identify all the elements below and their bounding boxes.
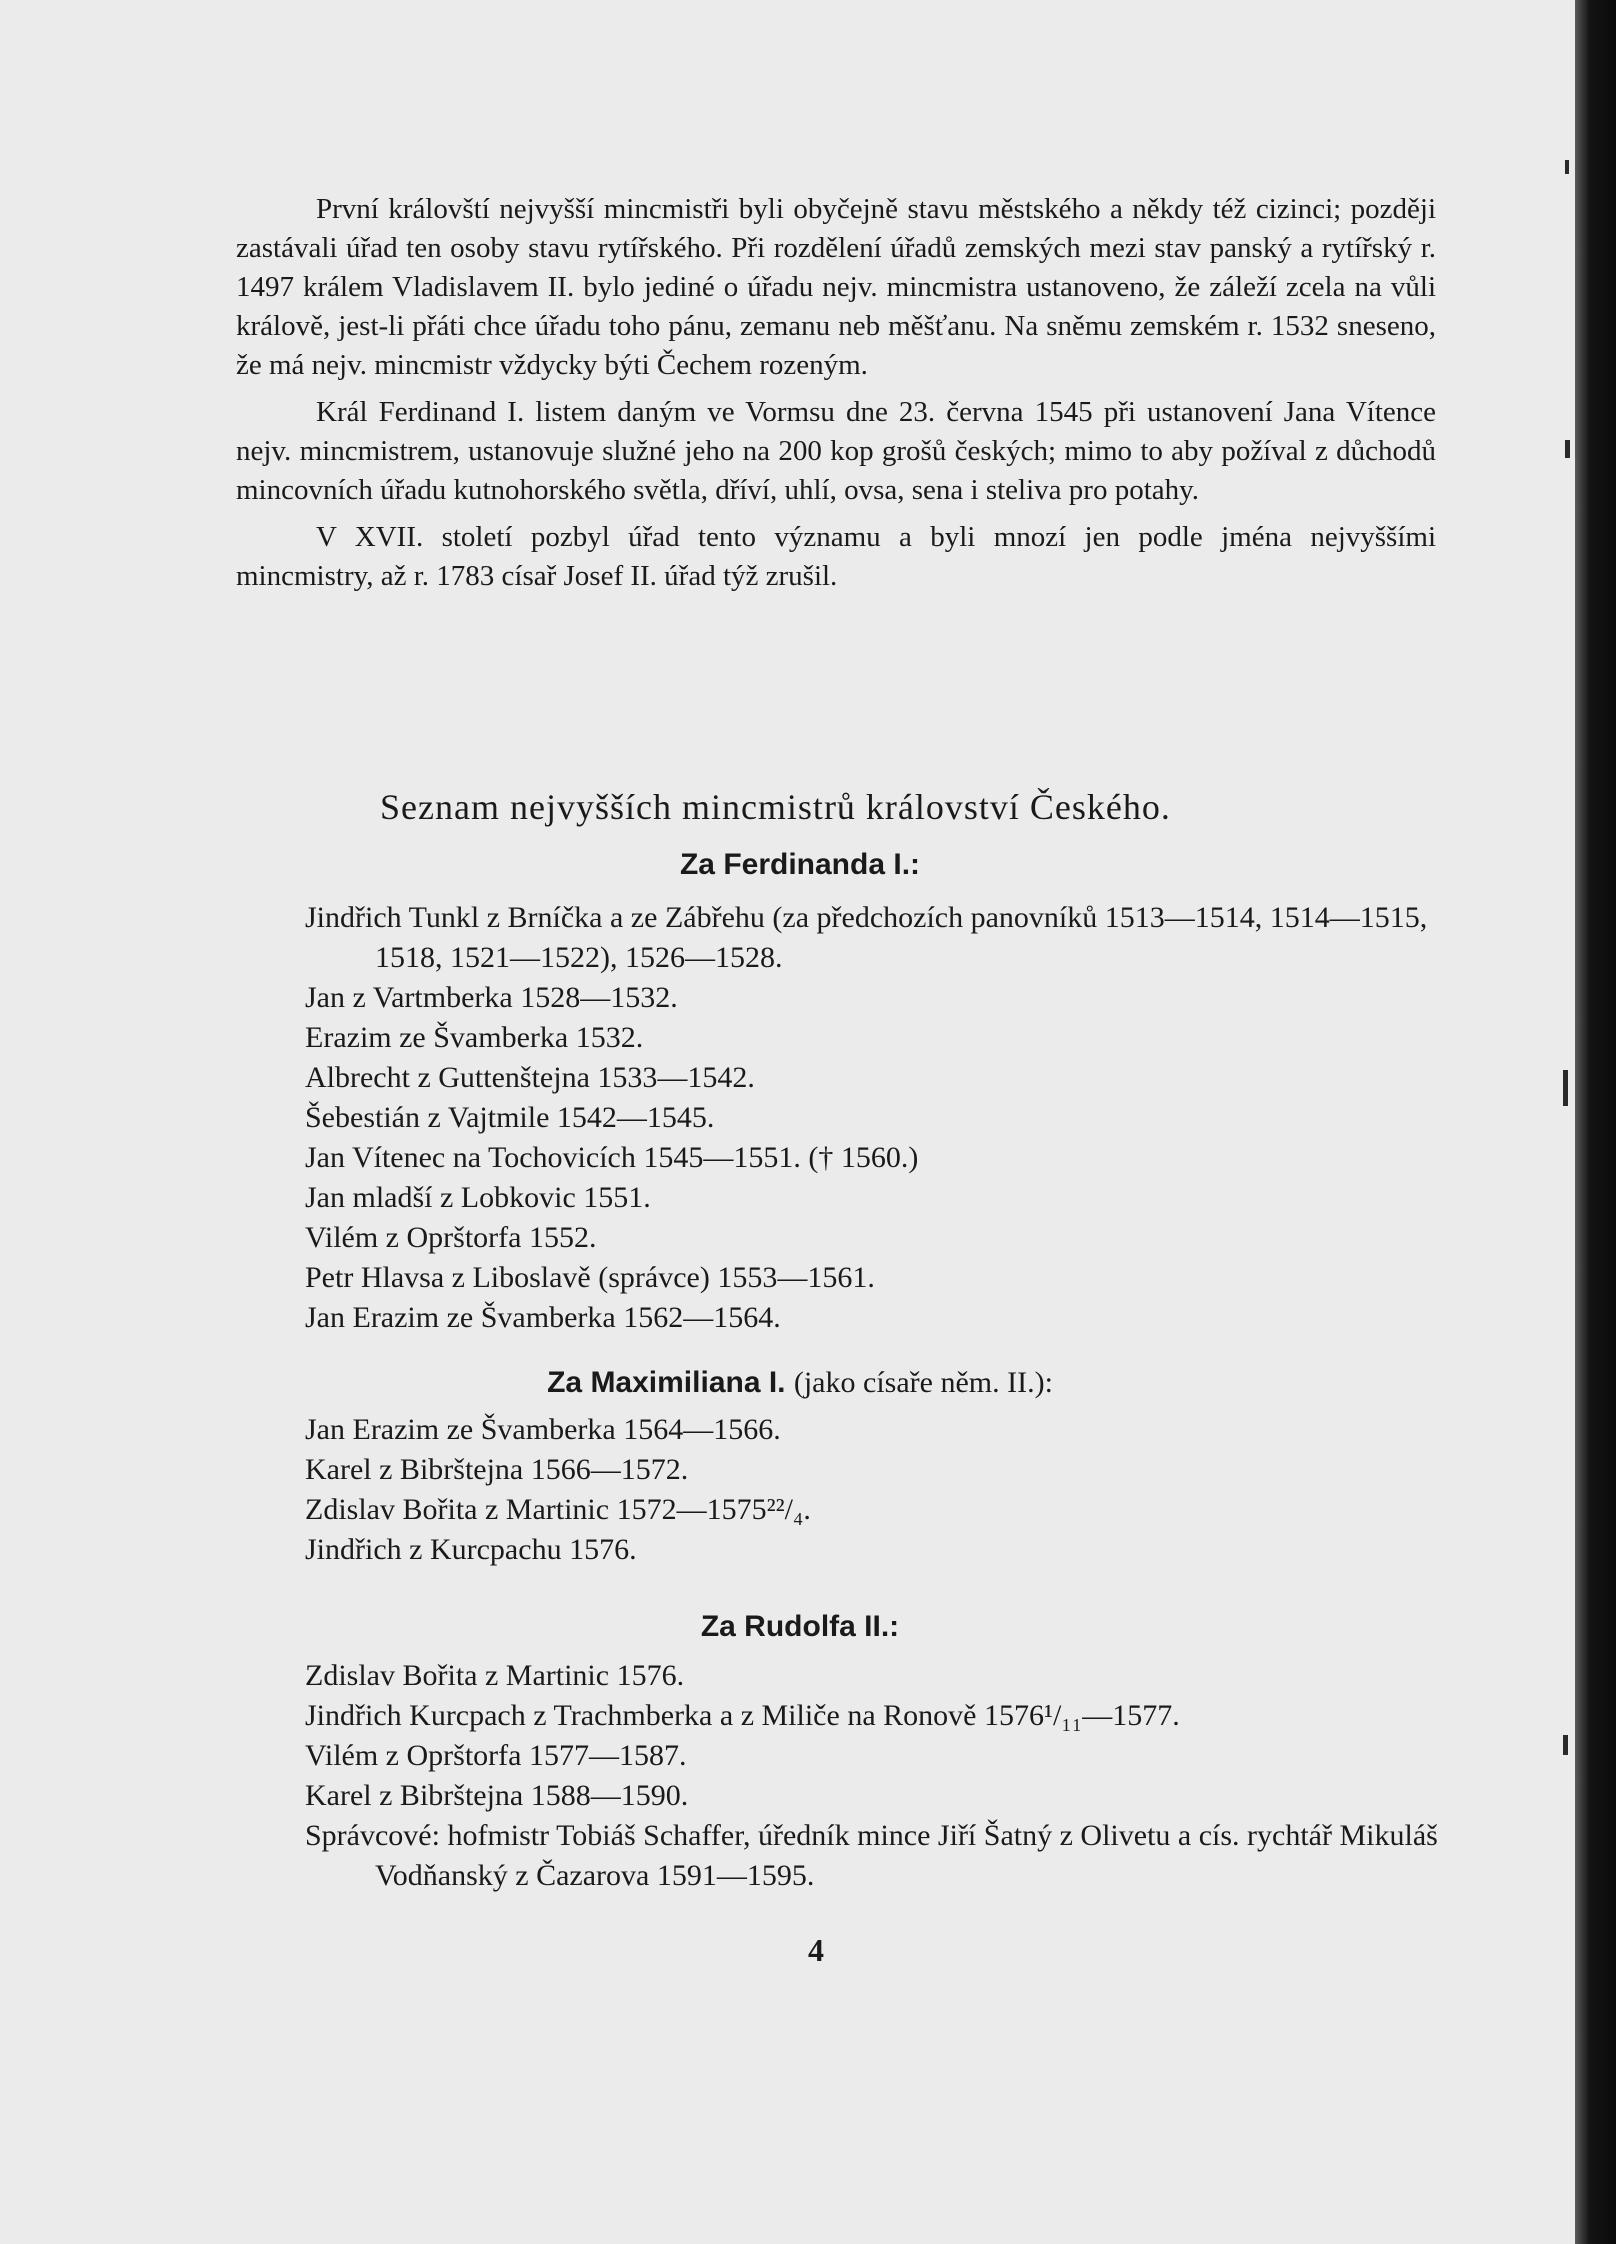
intro-paragraph-2: Král Ferdinand I. listem daným ve Vormsu dne 23. června 1545 při ustanovení Jana Vítence nejv. mincmistrem, ustanovuje služné jeho na 200 kop grošů českých; mimo to aby požíval z důchodů mincovních úřadu kutnohorského světla, dříví, uhlí, ovsa, sena i steliva pro potahy. — [236, 396, 1436, 506]
intro-text — [236, 190, 1436, 596]
list-item: Šebestián z Vajtmile 1542—1545. — [305, 1101, 715, 1134]
list-item: Jan Vítenec na Tochovicích 1545—1551. († 1560.) — [305, 1141, 919, 1174]
section-list-rudolf — [305, 1656, 1445, 1896]
scan-speck — [1565, 440, 1570, 458]
list-item: Petr Hlavsa z Liboslavě (správce) 1553—1561. — [305, 1261, 875, 1294]
intro-paragraph-1: První královští nejvyšší mincmistři byli obyčejně stavu městského a někdy též cizinci; později zastávali úřad ten osoby stavu rytířského. Při rozdělení úřadů zemských mezi stav panský a rytířský r. 1497 králem Vladislavem II. bylo jediné o úřadu nejv. mincmistra ustanoveno, že záleží zcela na vůli králově, jest-li přáti chce úřadu toho pánu, zemanu neb měšťanu. Na sněmu zemském r. 1532 sneseno, že má nejv. mincmistr vždycky býti Čechem rozeným. — [236, 193, 1436, 381]
section-heading-ferdinand: Za Ferdinanda I.: — [679, 848, 921, 881]
list-item: Erazim ze Švamberka 1532. — [305, 1021, 644, 1054]
list-item: Karel z Bibrštejna 1588—1590. — [305, 1779, 689, 1812]
section-list-ferdinand — [305, 898, 1445, 1338]
list-item: Jan z Vartmberka 1528—1532. — [305, 981, 678, 1014]
list-title: Seznam nejvyšších mincmistrů království Českého. — [380, 787, 1171, 827]
section-heading-note: (jako císaře něm. II.): — [793, 1366, 1053, 1399]
section-list-maximilian — [305, 1410, 1445, 1570]
intro-paragraph-3: V XVII. století pozbyl úřad tento významu a byli mnozí jen podle jména nejvyššími mincmistry, až r. 1783 císař Josef II. úřad týž zrušil. — [236, 521, 1436, 592]
list-item: Vilém z Oprštorfa 1577—1587. — [305, 1739, 687, 1772]
list-item: Karel z Bibrštejna 1566—1572. — [305, 1453, 689, 1486]
page-edge-shadow — [1575, 0, 1616, 2244]
section-heading-maximilian: Za Maximiliana I. (jako císaře něm. II.): — [547, 1366, 1053, 1399]
list-item: Správcové: hofmistr Tobiáš Schaffer, úředník mince Jiří Šatný z Olivetu a cís. rychtář Mikuláš Vodňanský z Čazarova 1591—1595. — [305, 1819, 1438, 1892]
list-item: Zdislav Bořita z Martinic 1572—1575²²/₄. — [305, 1493, 811, 1526]
scan-speck — [1565, 160, 1569, 174]
list-item: Jan mladší z Lobkovic 1551. — [305, 1181, 651, 1214]
scan-speck — [1563, 1735, 1568, 1755]
section-heading-rudolf: Za Rudolfa II.: — [700, 1610, 900, 1643]
page-number: 4 — [808, 1932, 824, 1968]
list-item: Jindřich Tunkl z Brníčka a ze Zábřehu (za předchozích panovníků 1513—1514, 1514—1515, 1518, 1521—1522), 1526—1528. — [305, 901, 1428, 974]
list-item: Jan Erazim ze Švamberka 1562—1564. — [305, 1301, 781, 1334]
list-item: Albrecht z Guttenštejna 1533—1542. — [305, 1061, 755, 1094]
list-item: Jindřich Kurcpach z Trachmberka a z Miliče na Ronově 1576¹/₁₁—1577. — [305, 1699, 1180, 1732]
list-item: Jan Erazim ze Švamberka 1564—1566. — [305, 1413, 781, 1446]
list-item: Vilém z Oprštorfa 1552. — [305, 1221, 597, 1254]
list-item: Zdislav Bořita z Martinic 1576. — [305, 1659, 685, 1692]
list-item: Jindřich z Kurcpachu 1576. — [305, 1533, 637, 1566]
scan-speck — [1563, 1070, 1568, 1106]
